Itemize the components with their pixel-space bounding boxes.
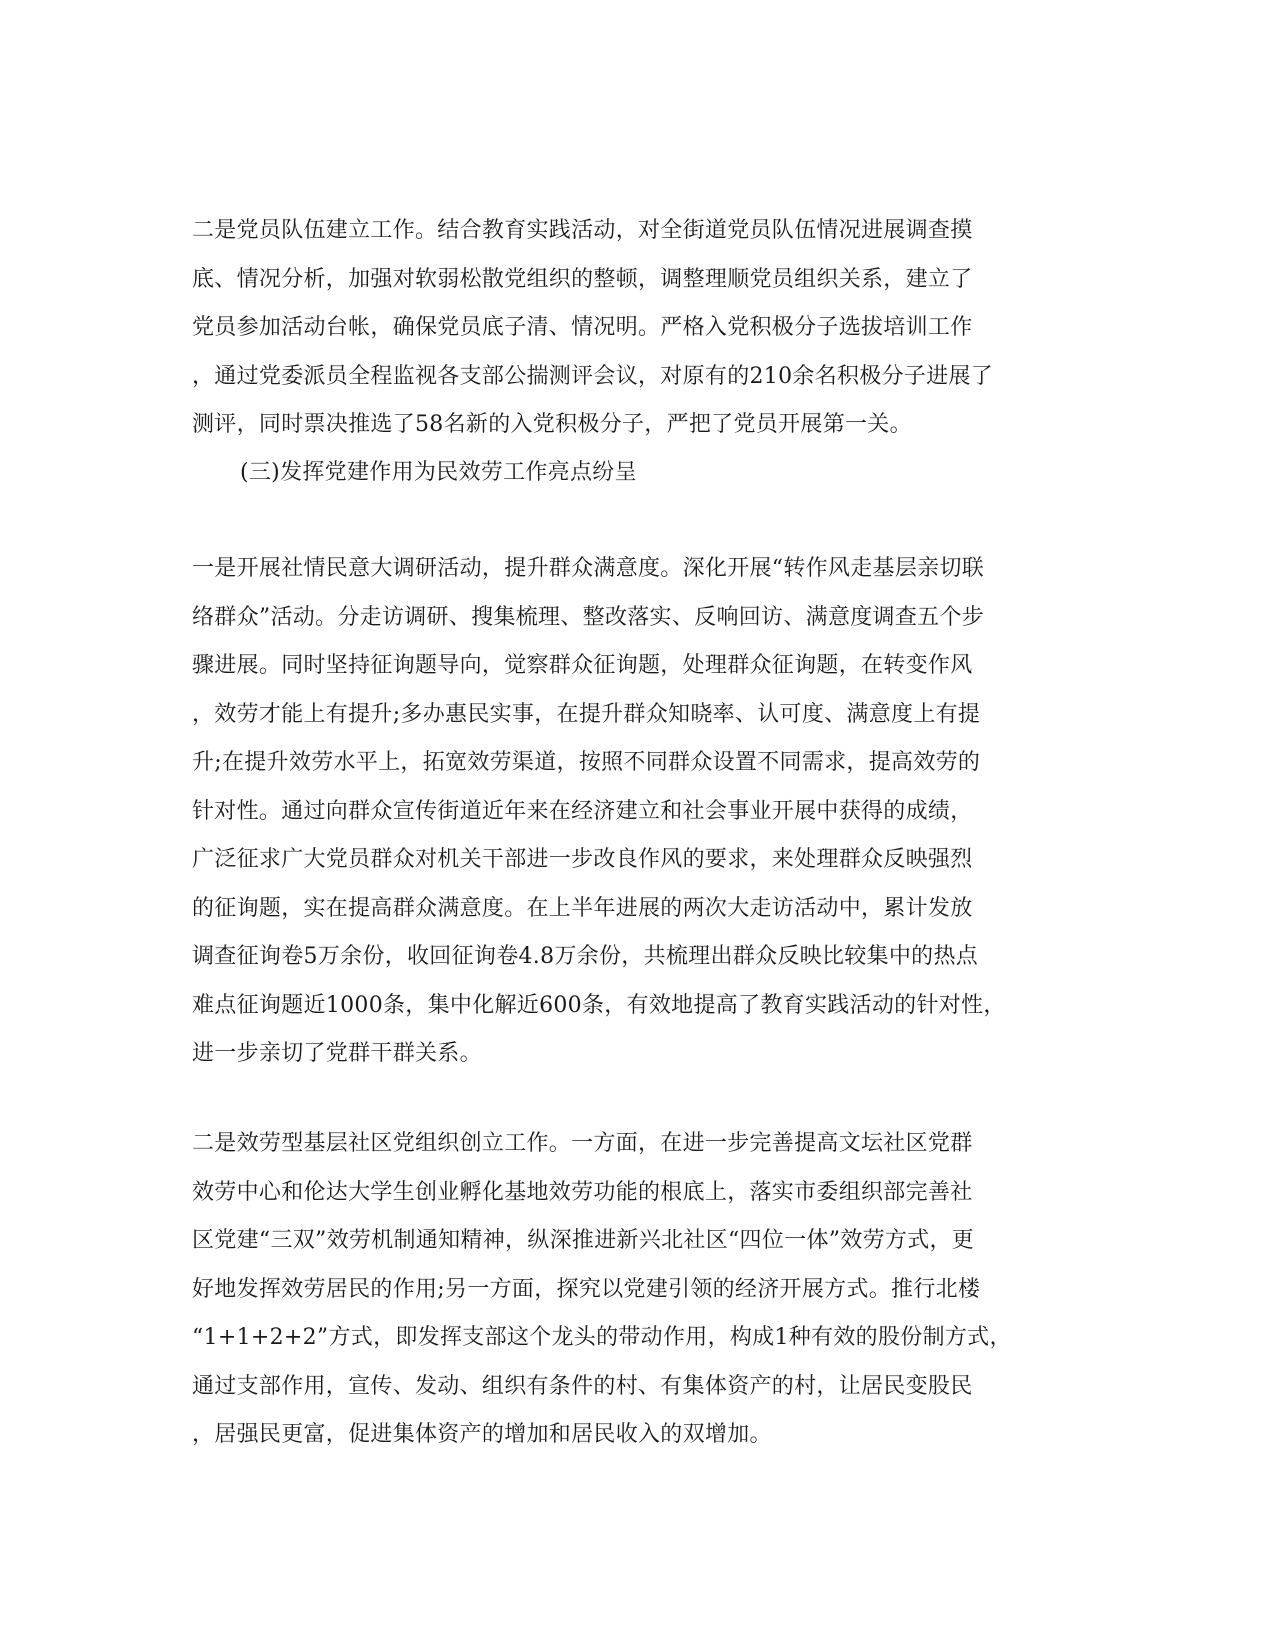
text-line: 底、情况分析，加强对软弱松散党组织的整顿，调整理顺党员组织关系，建立了 bbox=[192, 266, 973, 292]
text-line: 一是开展社情民意大调研活动，提升群众满意度。深化开展“转作风走基层亲切联 bbox=[192, 556, 985, 581]
text-line: 络群众”活动。分走访调研、搜集梳理、整改落实、反响回访、满意度调查五个步 bbox=[192, 604, 985, 630]
text-line: 广泛征求广大党员群众对机关干部进一步改良作风的要求，来处理群众反映强烈 bbox=[192, 847, 973, 872]
text-line: 针对性。通过向群众宣传街道近年来在经济建立和社会事业开展中获得的成绩， bbox=[192, 798, 973, 824]
paragraph-public-opinion-survey bbox=[192, 545, 1072, 1079]
paragraph-service-community bbox=[192, 1120, 1072, 1460]
text-line: 区党建“三双”效劳机制通知精神，纵深推进新兴北社区“四位一体”效劳方式，更 bbox=[192, 1228, 975, 1253]
section-heading-text: (三)发挥党建作用为民效劳工作亮点纷呈 bbox=[240, 460, 637, 485]
section-heading bbox=[240, 449, 1120, 498]
text-line: 二是党员队伍建立工作。结合教育实践活动，对全街道党员队伍情况进展调查摸 bbox=[192, 218, 973, 243]
paragraph-party-member-team bbox=[192, 207, 1072, 450]
text-line: 调查征询卷5万余份，收回征询卷4.8万余份，共梳理出群众反映比较集中的热点 bbox=[192, 944, 979, 969]
text-line: 通过支部作用，宣传、发动、组织有条件的村、有集体资产的村，让居民变股民 bbox=[192, 1373, 973, 1399]
text-line: 进一步亲切了党群干群关系。 bbox=[192, 1041, 482, 1066]
text-line: 的征询题，实在提高群众满意度。在上半年进展的两次大走访活动中，累计发放 bbox=[192, 895, 973, 921]
text-line: ，居强民更富，促进集体资产的增加和居民收入的双增加。 bbox=[192, 1422, 772, 1447]
text-line: 好地发挥效劳居民的作用;另一方面，探究以党建引领的经济开展方式。推行北楼 bbox=[192, 1276, 981, 1302]
text-line: 难点征询题近1000条，集中化解近600条，有效地提高了教育实践活动的针对性， bbox=[192, 992, 1006, 1018]
text-line: ，效劳才能上有提升;多办惠民实事，在提升群众知晓率、认可度、满意度上有提 bbox=[192, 701, 981, 727]
text-line: 党员参加活动台帐，确保党员底子清、情况明。严格入党积极分子选拔培训工作 bbox=[192, 315, 973, 340]
text-line: 效劳中心和伦达大学生创业孵化基地效劳功能的根底上，落实市委组织部完善社 bbox=[192, 1179, 973, 1205]
text-line: “1+1+2+2”方式，即发挥支部这个龙头的带动作用，构成1种有效的股份制方式， bbox=[192, 1325, 1012, 1350]
text-line: 骤进展。同时坚持征询题导向，觉察群众征询题，处理群众征询题，在转变作风 bbox=[192, 653, 973, 678]
text-line: 测评，同时票决推选了58名新的入党积极分子，严把了党员开展第一关。 bbox=[192, 412, 912, 437]
text-line: 升;在提升效劳水平上，拓宽效劳渠道，按照不同群众设置不同需求，提高效劳的 bbox=[192, 750, 981, 775]
text-line: ，通过党委派员全程监视各支部公揣测评会议，对原有的210余名积极分子进展了 bbox=[192, 363, 994, 389]
text-line: 二是效劳型基层社区党组织创立工作。一方面，在进一步完善提高文坛社区党群 bbox=[192, 1131, 973, 1156]
